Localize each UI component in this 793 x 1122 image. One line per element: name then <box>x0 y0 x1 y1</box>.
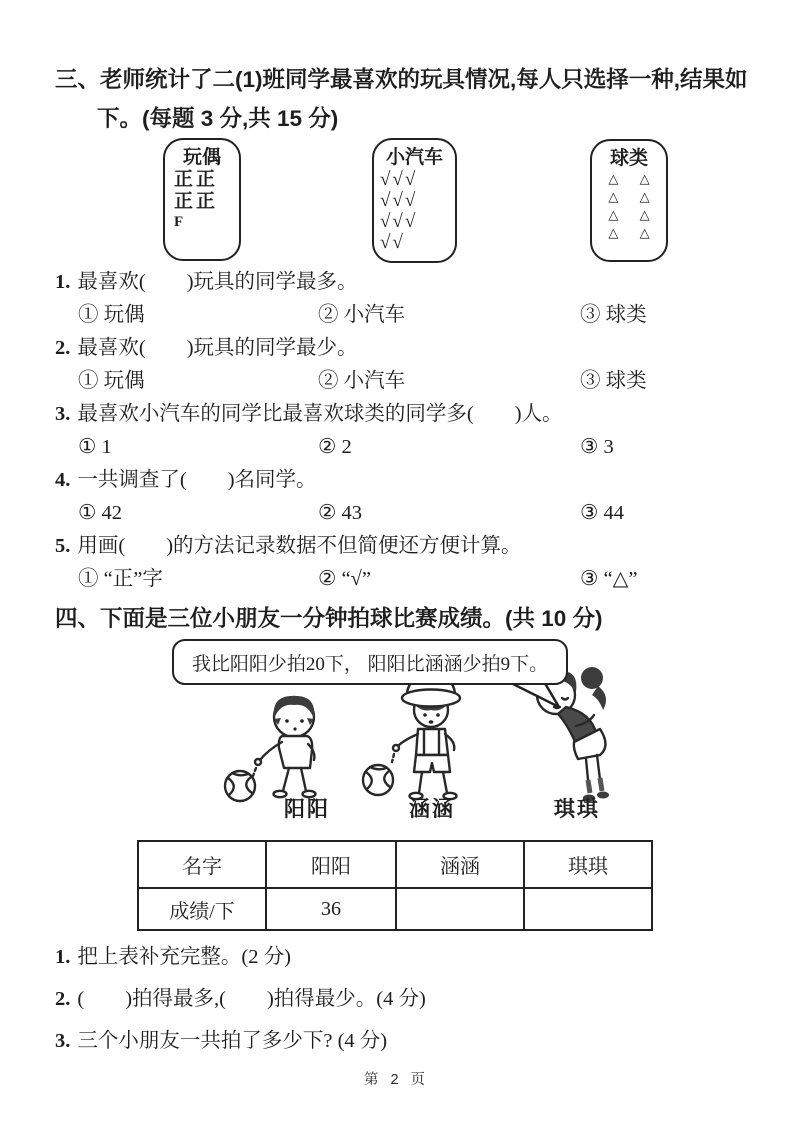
question-number: 1. <box>55 271 71 293</box>
question-number: 2. <box>55 337 71 359</box>
question-number: 3. <box>55 1030 71 1052</box>
question-text: 最喜欢小汽车的同学比最喜欢球类的同学多( )人。 <box>77 403 563 425</box>
score-qiqi-blank <box>524 888 652 930</box>
question-3-options <box>55 431 775 464</box>
option-3: ③ 球类 <box>580 370 647 392</box>
option-1: ① 1 <box>78 436 112 458</box>
child-label-qiqi: 琪琪 <box>554 797 600 821</box>
triangle-row: △ △ <box>608 225 659 240</box>
tally-row: 正正 <box>174 169 219 190</box>
score-row-label: 成绩/下 <box>138 888 266 930</box>
question-5 <box>55 530 775 563</box>
option-3: ③ 球类 <box>580 304 647 326</box>
option-3: ③ “△” <box>580 568 638 590</box>
option-2: ② 小汽车 <box>318 304 406 326</box>
speech-bubble: 我比阳阳少拍20下， 阳阳比涵涵少拍9下。 <box>172 639 568 685</box>
table-score-row <box>138 888 652 930</box>
option-2: ② “√” <box>318 568 371 590</box>
question-number: 4. <box>55 469 71 491</box>
question-number: 2. <box>55 988 71 1010</box>
header-qiqi: 琪琪 <box>524 841 652 888</box>
question-4 <box>55 464 775 497</box>
child-yangyang-illustration <box>218 692 350 806</box>
section-four-heading: 四、下面是三位小朋友一分钟拍球比赛成绩。(共 10 分) <box>55 606 603 631</box>
question-text: 把上表补充完整。(2 分) <box>77 946 291 968</box>
question-text: 最喜欢( )玩具的同学最多。 <box>77 271 358 293</box>
option-3: ③ 44 <box>580 502 625 524</box>
option-2: ② 2 <box>318 436 352 458</box>
question-1 <box>55 266 775 299</box>
option-1: ① 玩偶 <box>78 304 145 326</box>
tally-box-balls-title: 球类 <box>609 148 648 169</box>
check-row: √√√ <box>380 211 418 232</box>
section-four-questions <box>55 936 426 1062</box>
score-yangyang: 36 <box>266 888 396 930</box>
triangle-row: △ △ <box>608 171 659 186</box>
option-1: ① “正”字 <box>78 568 163 590</box>
s4-question-1 <box>55 936 426 978</box>
table-header-row <box>138 841 652 888</box>
child-hanhan-illustration <box>358 674 498 806</box>
section-three-heading-line2: 下。(每题 3 分,共 15 分) <box>97 106 339 131</box>
s4-question-3 <box>55 1020 426 1062</box>
check-row: √√√ <box>380 169 418 190</box>
header-hanhan: 涵涵 <box>396 841 524 888</box>
question-1-options <box>55 299 775 332</box>
children-illustration <box>0 662 793 822</box>
question-number: 3. <box>55 403 71 425</box>
question-5-options <box>55 563 775 596</box>
tally-row-partial: F <box>174 214 184 230</box>
tally-box-dolls-title: 玩偶 <box>182 147 221 168</box>
question-number: 5. <box>55 535 71 557</box>
triangle-row: △ △ <box>608 207 659 222</box>
header-name: 名字 <box>138 841 266 888</box>
option-3: ③ 3 <box>580 436 614 458</box>
triangle-row: △ △ <box>608 189 659 204</box>
header-yangyang: 阳阳 <box>266 841 396 888</box>
question-text: 一共调查了( )名同学。 <box>77 469 317 491</box>
section-three-questions <box>55 266 775 596</box>
tally-box-dolls <box>163 138 241 261</box>
tally-box-cars-title: 小汽车 <box>385 147 443 168</box>
s4-question-2 <box>55 978 426 1020</box>
score-hanhan-blank <box>396 888 524 930</box>
question-text: 最喜欢( )玩具的同学最少。 <box>77 337 358 359</box>
option-1: ① 玩偶 <box>78 370 145 392</box>
question-4-options <box>55 497 775 530</box>
question-3 <box>55 398 775 431</box>
score-table <box>137 840 653 931</box>
option-2: ② 43 <box>318 502 363 524</box>
option-1: ① 42 <box>78 502 123 524</box>
tally-row: 正正 <box>174 191 219 212</box>
tally-box-cars <box>372 138 457 263</box>
question-text: 三个小朋友一共拍了多少下? (4 分) <box>77 1030 388 1052</box>
tally-box-balls <box>590 139 668 262</box>
question-2-options <box>55 365 775 398</box>
question-text: 用画( )的方法记录数据不但简便还方便计算。 <box>77 535 522 557</box>
question-2 <box>55 332 775 365</box>
check-row: √√√ <box>380 190 418 211</box>
section-three-heading-line1: 三、老师统计了二(1)班同学最喜欢的玩具情况,每人只选择一种,结果如 <box>55 67 748 92</box>
option-2: ② 小汽车 <box>318 370 406 392</box>
question-number: 1. <box>55 946 71 968</box>
page-number: 第 2 页 <box>363 1072 430 1088</box>
child-label-hanhan: 涵涵 <box>409 797 455 821</box>
check-row: √√ <box>380 232 405 253</box>
child-label-yangyang: 阳阳 <box>284 797 330 821</box>
question-text: ( )拍得最多,( )拍得最少。(4 分) <box>77 988 426 1010</box>
